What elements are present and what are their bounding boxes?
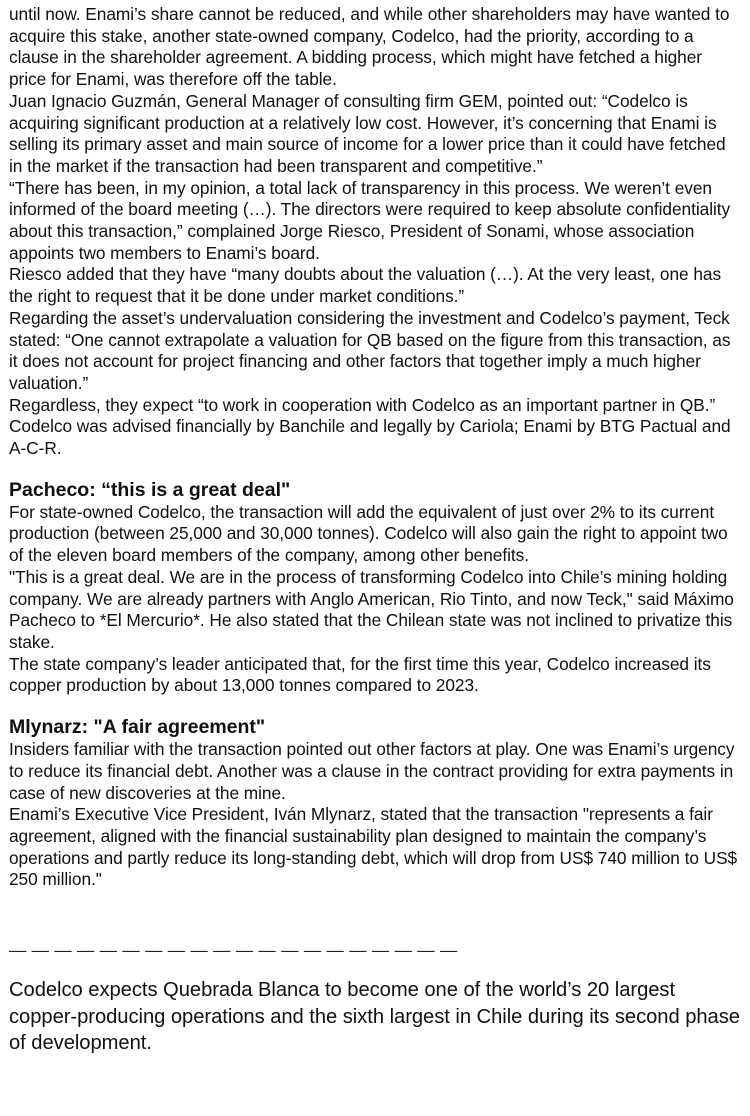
paragraph: Juan Ignacio Guzmán, General Manager of consulting firm GEM, pointed out: “Codelco is acquiring significant production at a relatively low cost. However, it’s concerning that Enami is selling its primary asset and main source of income for a lower price than it could have fetched in the market if the transaction had been transparent and competitive.” [9, 90, 726, 176]
section-heading: Pacheco: “this is a great deal" [9, 478, 291, 501]
section-gap [9, 961, 740, 977]
paragraph: Codelco was advised financially by Banchile and legally by Cariola; Enami by BTG Pactual and A-C-R. [9, 416, 731, 459]
paragraph: "This is a great deal. We are in the process of transforming Codelco into Chile’s mining holding company. We are already partners with Anglo American, Rio Tinto, and now Teck," said Máximo Pacheco to *El Mercurio*. He also stated that the Chilean state was not inclined to privatize this stake. [9, 566, 734, 652]
paragraph: Riesco added that they have “many doubts about the valuation (…). At the very least, one has the right to request that it be done under market conditions.” [9, 264, 722, 307]
paragraph: “There has been, in my opinion, a total lack of transparency in this process. We weren’t even informed of the board meeting (…). The directors were required to keep absolute confidentiality about this transaction,” complained Jorge Riesco, President of Sonami, whose association appoints two members to Enami’s board. [9, 177, 731, 263]
paragraph: Enami’s Executive Vice President, Iván Mlynarz, stated that the transaction "represents a fair agreement, aligned with the financial sustainability plan designed to maintain the company’s operations and partly reduce its long-standing debt, which will drop from US$ 740 million to US$ 250 million." [9, 804, 738, 890]
intro-section [9, 4, 740, 460]
mlynarz-section [9, 715, 740, 891]
section-gap [9, 891, 740, 939]
pacheco-section [9, 478, 740, 697]
divider-line: — — — — — — — — — — — — — — — — — — — — [9, 940, 458, 961]
section-heading: Mlynarz: "A fair agreement" [9, 716, 266, 739]
section-gap [9, 460, 740, 478]
paragraph: Regardless, they expect “to work in cooperation with Codelco as an important partner in QB.” [9, 394, 716, 415]
paragraph: For state-owned Codelco, the transaction will add the equivalent of just over 2% to its current production (between 25,000 and 30,000 tonnes). Codelco will also gain the right to appoint two of the eleven board members of the company, among other benefits. [9, 501, 728, 566]
paragraph: until now. Enami’s share cannot be reduced, and while other shareholders may have wanted to acquire this stake, another state-owned company, Codelco, had the priority, according to a clause in the shareholder agreement. A bidding process, which might have fetched a higher price for Enami, was therefore off the table. [9, 4, 730, 90]
section-gap [9, 697, 740, 715]
paragraph: The state company’s leader anticipated that, for the first time this year, Codelco increased its copper production by about 13,000 tonnes compared to 2023. [9, 653, 711, 696]
paragraph: Insiders familiar with the transaction pointed out other factors at play. One was Enami’s urgency to reduce its financial debt. Another was a clause in the contract providing for extra payments in case of new discoveries at the mine. [9, 739, 735, 803]
paragraph: Regarding the asset’s undervaluation considering the investment and Codelco’s payment, Teck stated: “One cannot extrapolate a valuation for QB based on the figure from this transaction, as it does not account for project financing and other factors that together imply a much higher valuation.” [9, 307, 731, 393]
footer-note: Codelco expects Quebrada Blanca to become one of the world’s 20 largest copper-producing operations and the sixth largest in Chile during its second phase of development. [9, 979, 740, 1055]
